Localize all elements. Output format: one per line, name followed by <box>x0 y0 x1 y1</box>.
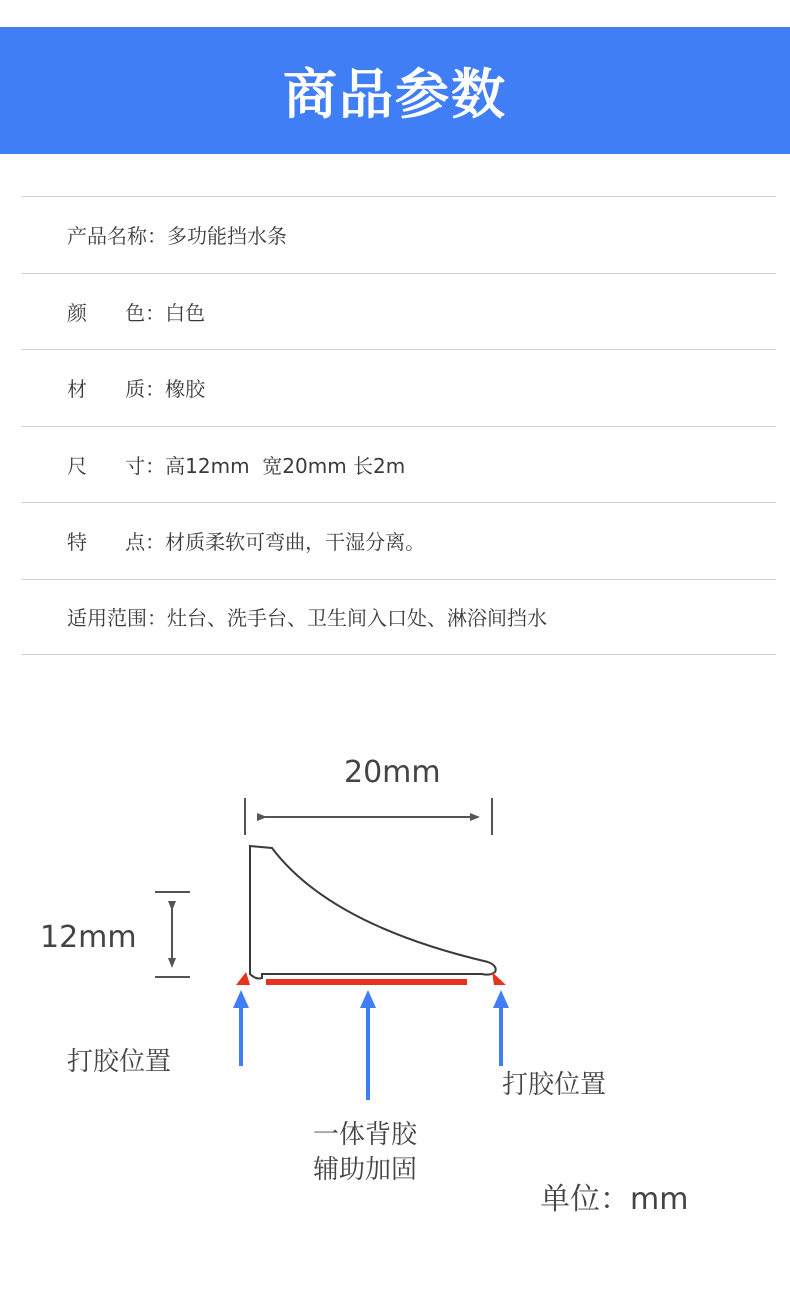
spec-label: 产品名称： <box>67 224 167 249</box>
spec-value: 材质柔软可弯曲，干湿分离。 <box>165 530 426 555</box>
spec-value: 高12mm 宽20mm 长2m <box>165 453 406 478</box>
page-title: 商品参数 <box>283 63 507 126</box>
spec-row-material <box>22 349 776 426</box>
arrow-left-head <box>233 990 249 1008</box>
unit-label: 单位：mm <box>540 1182 689 1217</box>
spec-label: 颜 色： <box>67 300 166 325</box>
spec-label: 适用范围： <box>67 606 167 631</box>
glue-position-right: 打胶位置 <box>502 1070 607 1100</box>
spec-row-usage <box>22 579 776 656</box>
spec-row-features <box>22 502 776 579</box>
glue-mark-left <box>236 972 250 985</box>
spec-value: 白色 <box>165 300 206 325</box>
spec-label: 材 质： <box>67 377 166 402</box>
spec-row-name <box>22 196 776 273</box>
glue-mark-right <box>492 972 506 985</box>
width-label: 20mm <box>344 755 441 790</box>
spec-row-color <box>22 273 776 350</box>
spec-value: 灶台、洗手台、卫生间入口处、淋浴间挡水 <box>167 606 547 631</box>
spec-row-size <box>22 426 776 503</box>
profile-diagram <box>0 700 790 1260</box>
spec-value: 多功能挡水条 <box>167 224 287 249</box>
arrow-right-head <box>493 990 509 1008</box>
backing-line-1: 一体背胶 <box>313 1120 418 1150</box>
height-label: 12mm <box>40 920 137 955</box>
spec-table <box>22 196 776 655</box>
strip-profile-outline <box>250 846 496 979</box>
glue-position-left: 打胶位置 <box>67 1047 172 1077</box>
backing-adhesive-note <box>313 1118 417 1188</box>
spec-label: 特 点： <box>67 530 166 555</box>
header-banner <box>0 27 790 154</box>
backing-line-2: 辅助加固 <box>313 1155 418 1186</box>
spec-value: 橡胶 <box>165 377 206 402</box>
spec-label: 尺 寸： <box>67 453 166 478</box>
arrow-center-head <box>360 990 376 1008</box>
